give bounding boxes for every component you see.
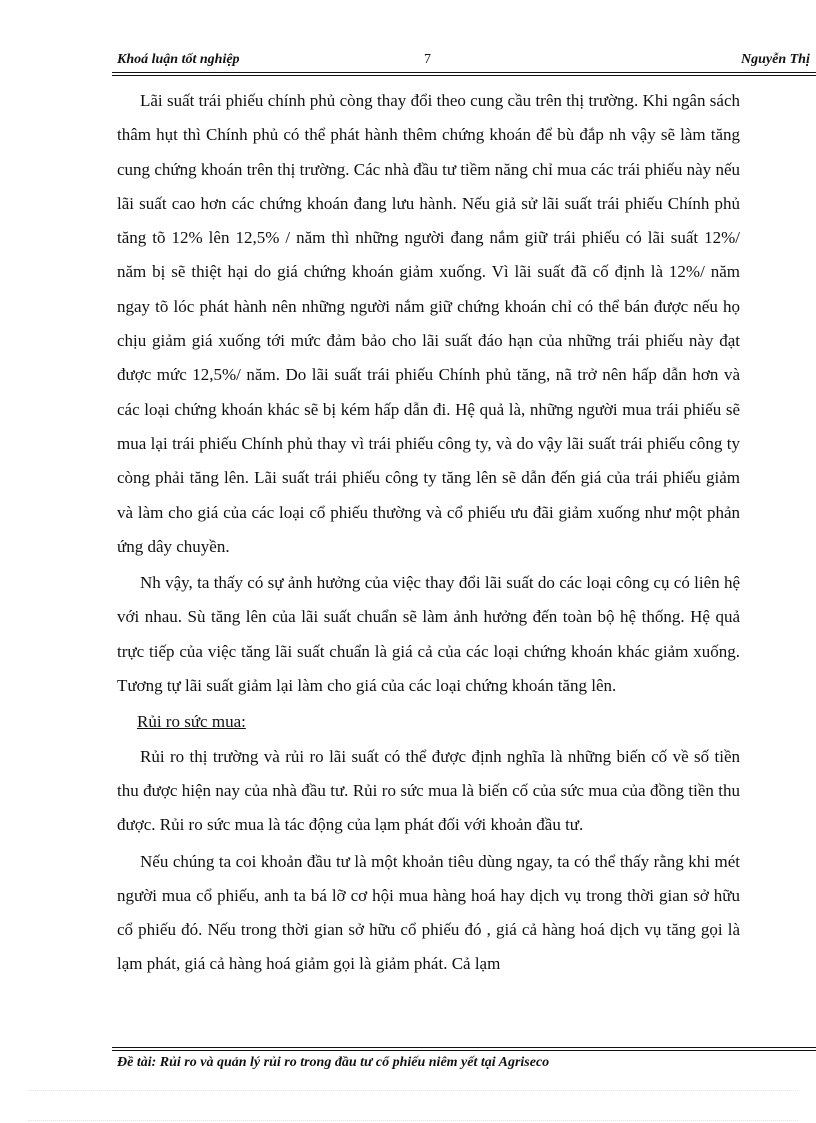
footer-rule [112,1047,816,1048]
paragraph-interest-rate: Lãi suất trái phiếu chính phủ còng thay đổi theo cung cầu trên thị trường. Khi ngân sách thâm hụt thì Chính phủ có thể phát hành thêm chứng khoán để bù đắp nh vậy sẽ làm tăng cung chứng khoán trên thị trường. Các nhà đầu tư tiềm năng chỉ mua các trái phiếu này nếu lãi suất cao hơn các chứng khoán đang lưu hành. Nếu giả sử lãi suất trái phiếu Chính phủ tăng tõ 12% lên 12,5% / năm thì những người đang nắm giữ trái phiếu có lãi suất 12%/ năm bị sẽ thiệt hại do giá chứng khoán giảm xuống. Vì lãi suất đã cố định là 12%/ năm ngay tõ lóc phát hành nên những người nắm giữ chứng khoán chỉ có thể bán được nếu họ chịu giảm giá xuống tới mức đảm bảo cho lãi suất đáo hạn của những trái phiếu này đạt được mức 12,5%/ năm. Do lãi suất trái phiếu Chính phủ tăng, nã trở nên hấp dẫn hơn và các loại chứng khoán khác sẽ bị kém hấp dẫn đi. Hệ quả là, những người mua trái phiếu sẽ mua lại trái phiếu Chính phủ thay vì trái phiếu công ty, và do vậy lãi suất trái phiếu công ty còng phải tăng lên. Lãi suất trái phiếu công ty tăng lên sẽ dẫn đến giá của trái phiếu giảm và làm cho giá của các loại cổ phiếu thường và cổ phiếu ưu đãi giảm xuống như một phản ứng dây chuyền. [117,91,740,556]
paragraph-inflation: Nếu chúng ta coi khoản đầu tư là một khoản tiêu dùng ngay, ta có thể thấy rằng khi mét người mua cổ phiếu, anh ta bá lỡ cơ hội mua hàng hoá hay dịch vụ trong thời gian sở hữu cổ phiếu đó. Nếu trong thời gian sở hữu cổ phiếu đó , giá cả hàng hoá dịch vụ tăng gọi là lạm phát, giá cả hàng hoá giảm gọi là giảm phát. Cả lạm [117,851,740,974]
dotted-divider [28,1090,798,1091]
paragraph-conclusion: Nh vậy, ta thấy có sự ảnh hưởng của việc thay đổi lãi suất do các loại công cụ có liên hệ với nhau. Sù tăng lên của lãi suất chuẩn sẽ làm ảnh hưởng đến toàn bộ hệ thống. Hệ quả trực tiếp của việc tăng lãi suất chuẩn là giá cả của các loại chứng khoán khác giảm xuống. Tương tự lãi suất giảm lại làm cho giá của các loại chứng khoán tăng lên. [117,573,740,696]
footer-topic: Đề tài: Rủi ro và quản lý rủi ro trong đầu tư cổ phiếu niêm yết tại Agriseco [117,1055,550,1070]
body-text [117,84,740,982]
header-rule-double [112,75,816,76]
header-author: Nguyễn Thị [741,52,810,67]
header-title: Khoá luận tốt nghiệp [117,52,240,67]
paragraph-purchasing-power: Rủi ro thị trường và rủi ro lãi suất có thể được định nghĩa là những biến cố về số tiền thu được hiện nay của nhà đầu tư. Rủi ro sức mua là biến cố của sức mua của đồng tiền thu được. Rủi ro sức mua là tác động của lạm phát đối với khoản đầu tư. [117,746,740,835]
section-heading [117,705,740,739]
dotted-divider-bottom [28,1120,798,1121]
footer-rule-double [112,1050,816,1051]
page-number: 7 [424,52,431,67]
section-heading-text: Rủi ro sức mua: [137,712,246,732]
header-rule [112,72,816,73]
